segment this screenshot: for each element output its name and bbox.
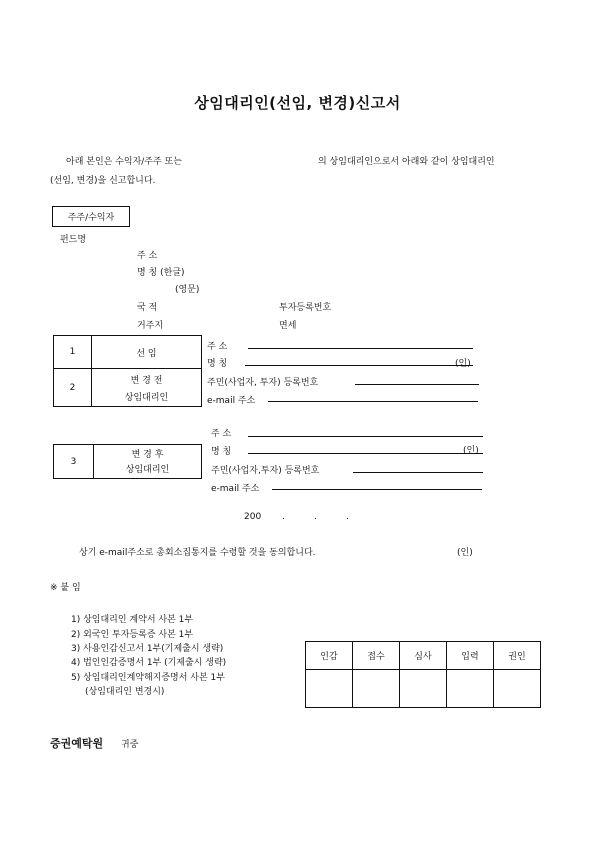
section-1-number: 1 (69, 347, 76, 357)
attachment-item-1: 1) 상임대리인 계약서 사본 1부 (71, 615, 194, 625)
attachments-heading: ※ 붙 임 (50, 583, 81, 593)
s3-name-label: 명 칭 (211, 447, 232, 457)
attachment-item-2: 2) 외국인 투자등록증 사본 1부 (71, 630, 194, 640)
date-dot-1: . (282, 512, 285, 522)
s3-seal-mark: (인) (463, 446, 479, 456)
s1-reg-no-label: 주민(사업자, 투자) 등록번호 (207, 378, 319, 388)
holder-name-english-label: (영문) (175, 285, 200, 295)
holder-box (52, 206, 130, 227)
section-2-label-line2: 상임대리인 (124, 392, 169, 403)
attachment-item-5: 5) 상임대리인계약해지증명서 사본 1부 (71, 673, 225, 683)
date-dot-3: . (346, 512, 349, 522)
investor-reg-no-label: 투자등록번호 (279, 303, 332, 313)
approval-cell-review[interactable] (400, 670, 447, 708)
s3-address-label: 주 소 (211, 429, 232, 439)
footer-org: 증권예탁원 (50, 737, 104, 750)
intro-line1-end: 의 상임대리인으로서 아래와 같이 상임대리인 (318, 157, 495, 167)
footer-suffix: 귀중 (121, 740, 139, 750)
s1-address-field[interactable] (248, 348, 473, 349)
holder-name-korean-label: 명 칭 (한글) (137, 268, 185, 278)
s3-address-field[interactable] (248, 436, 483, 437)
s3-email-field[interactable] (272, 489, 482, 490)
approval-cell-receipt[interactable] (353, 670, 400, 708)
attachment-item-4: 4) 법인인감증명서 1부 (기제출시 생략) (71, 658, 227, 668)
section-2-number: 2 (69, 382, 76, 393)
fund-name-label: 펀드명 (60, 235, 87, 245)
section-1-label: 선 임 (136, 348, 157, 359)
intro-line1-start: 아래 본인은 수익자/주주 또는 (66, 157, 182, 167)
section-3-number: 3 (70, 456, 77, 467)
page-title: 상임대리인(선임, 변경)신고서 (194, 94, 401, 112)
consent-seal: (인) (457, 548, 473, 558)
s1-address-label: 주 소 (207, 342, 228, 352)
intro-line2: (선임, 변경)을 신고합니다. (50, 176, 156, 186)
date-year: 200 (244, 512, 262, 522)
approval-cell-confirm[interactable] (494, 670, 541, 708)
section-2-label-line1: 변 경 전 (130, 375, 163, 386)
tax-exempt-label: 면세 (279, 321, 297, 331)
approval-header-confirm: 권인 (494, 642, 541, 670)
s1-name-label: 명 칭 (207, 359, 228, 369)
s1-seal-underline (455, 365, 473, 366)
date-dot-2: . (314, 512, 317, 522)
s3-seal-underline (463, 453, 483, 454)
s3-email-label: e-mail 주소 (211, 484, 260, 494)
approval-cell-input[interactable] (447, 670, 494, 708)
s1-reg-no-field[interactable] (355, 384, 479, 385)
s3-reg-no-label: 주민(사업자,투자) 등록번호 (211, 466, 320, 476)
approval-header-input: 입력 (447, 642, 494, 670)
section-3-label-line1: 변 경 후 (131, 450, 164, 460)
s1-email-label: e-mail 주소 (207, 396, 256, 406)
holder-nationality-label: 국 적 (137, 303, 158, 313)
s1-email-field[interactable] (268, 401, 478, 402)
approval-cell-seal[interactable] (306, 670, 353, 708)
consent-text: 상기 e-mail주소로 총회소집통지를 수령할 것을 동의합니다. (79, 548, 316, 558)
s3-reg-no-field[interactable] (353, 472, 483, 473)
holder-address-label: 주 소 (137, 251, 158, 261)
attachment-item-5-note: (상임대리인 변경시) (85, 687, 165, 697)
approval-table (305, 641, 541, 708)
holder-residence-label: 거주지 (137, 321, 164, 331)
s1-seal-mark: (인) (455, 359, 471, 369)
approval-header-receipt: 접수 (353, 642, 400, 670)
attachment-item-3: 3) 사용인감신고서 1부(기제출시 생략) (71, 644, 224, 654)
approval-header-seal: 인감 (306, 642, 353, 670)
holder-box-label: 주주/수익자 (67, 213, 115, 223)
s3-name-field[interactable] (248, 453, 463, 454)
s1-name-field[interactable] (245, 365, 455, 366)
section-3-label-line2: 상임대리인 (125, 465, 170, 475)
approval-header-review: 심사 (400, 642, 447, 670)
